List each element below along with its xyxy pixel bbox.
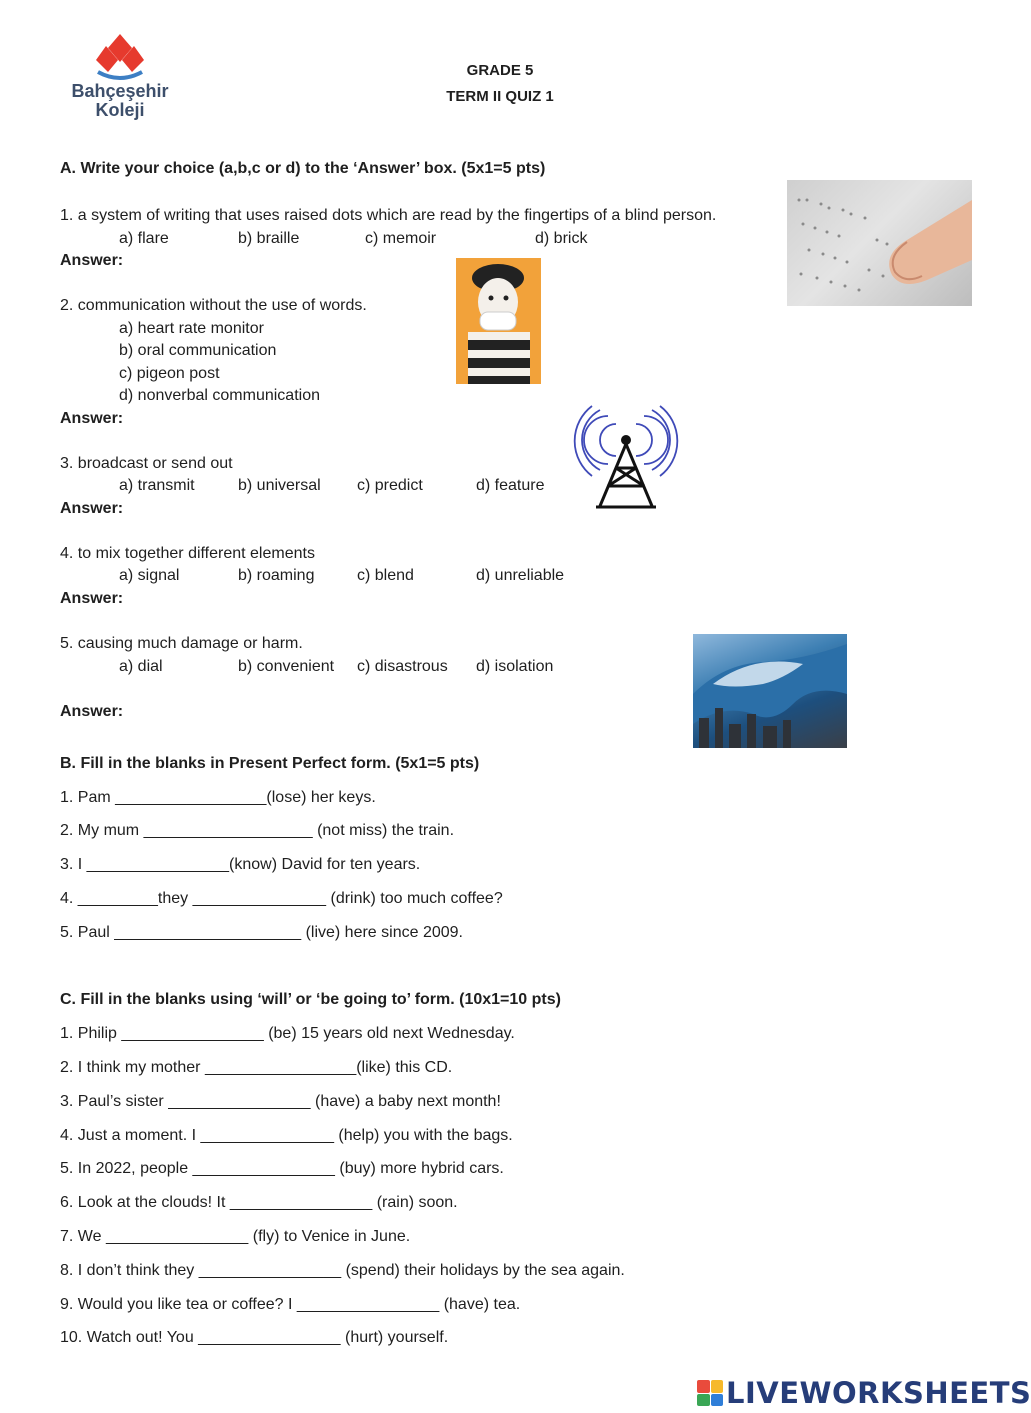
q3-option-b: b) universal [238, 477, 321, 494]
b-item-5: 5. Paul _____________________ (live) here since 2009. [60, 924, 463, 941]
c-item-9: 9. Would you like tea or coffee? I ________________ (have) tea. [60, 1296, 521, 1313]
b-item-4: 4. _________they _______________ (drink) too much coffee? [60, 890, 503, 907]
q2-option-c: c) pigeon post [119, 365, 220, 382]
logo-line-2: Koleji [95, 100, 145, 120]
q2-option-a: a) heart rate monitor [119, 320, 264, 337]
q1-option-a: a) flare [119, 230, 169, 247]
liveworksheets-watermark [697, 1376, 1031, 1410]
q4-option-d: d) unreliable [476, 567, 565, 584]
question-1-text: 1. a system of writing that uses raised dots which are read by the fingertips of a blind person. [60, 207, 717, 224]
c-item-1: 1. Philip ________________ (be) 15 years old next Wednesday. [60, 1025, 515, 1042]
q3-answer-label: Answer: [60, 500, 124, 517]
q3-option-d: d) feature [476, 477, 545, 494]
tsunami-image [693, 634, 847, 748]
c-item-4: 4. Just a moment. I _______________ (help) you with the bags. [60, 1127, 513, 1144]
grade-heading: GRADE 5 [466, 62, 534, 79]
liveworksheets-logo-icon [697, 1380, 723, 1406]
c-item-2: 2. I think my mother _________________(like) this CD. [60, 1059, 453, 1076]
q5-option-c: c) disastrous [357, 658, 448, 675]
c-item-10: 10. Watch out! You ________________ (hurt) yourself. [60, 1329, 449, 1346]
section-b-title: B. Fill in the blanks in Present Perfect form. (5x1=5 pts) [60, 755, 480, 772]
radio-tower-icon [580, 406, 672, 512]
q1-answer-label: Answer: [60, 252, 124, 269]
q5-option-b: b) convenient [238, 658, 335, 675]
q3-option-c: c) predict [357, 477, 423, 494]
q1-option-d: d) brick [535, 230, 588, 247]
q1-option-b: b) braille [238, 230, 300, 247]
q5-option-d: d) isolation [476, 658, 554, 675]
question-4-text: 4. to mix together different elements [60, 545, 315, 562]
logo-line-1: Bahçeşehir [71, 81, 169, 101]
question-2-text: 2. communication without the use of words. [60, 297, 367, 314]
b-item-3: 3. I ________________(know) David for ten years. [60, 856, 421, 873]
c-item-6: 6. Look at the clouds! It ________________ (rain) soon. [60, 1194, 458, 1211]
school-logo [60, 32, 180, 128]
q3-option-a: a) transmit [119, 477, 195, 494]
section-c-title: C. Fill in the blanks using ‘will’ or ‘be going to’ form. (10x1=10 pts) [60, 991, 561, 1008]
q4-answer-label: Answer: [60, 590, 124, 607]
c-item-8: 8. I don’t think they ________________ (spend) their holidays by the sea again. [60, 1262, 625, 1279]
q5-option-a: a) dial [119, 658, 163, 675]
question-5-text: 5. causing much damage or harm. [60, 635, 303, 652]
q4-option-c: c) blend [357, 567, 414, 584]
braille-image [787, 180, 972, 306]
q4-option-a: a) signal [119, 567, 180, 584]
c-item-7: 7. We ________________ (fly) to Venice in June. [60, 1228, 411, 1245]
b-item-2: 2. My mum ___________________ (not miss) the train. [60, 822, 455, 839]
q1-option-c: c) memoir [365, 230, 437, 247]
quiz-heading: TERM II QUIZ 1 [446, 88, 554, 105]
mime-image [456, 258, 541, 384]
c-item-3: 3. Paul’s sister ________________ (have) a baby next month! [60, 1093, 501, 1110]
b-item-1: 1. Pam _________________(lose) her keys. [60, 789, 376, 806]
q2-answer-label: Answer: [60, 410, 124, 427]
flame-logo-icon [60, 32, 180, 82]
c-item-5: 5. In 2022, people ________________ (buy) more hybrid cars. [60, 1160, 504, 1177]
question-3-text: 3. broadcast or send out [60, 455, 233, 472]
q2-option-b: b) oral communication [119, 342, 277, 359]
watermark-text: LIVEWORKSHEETS [726, 1376, 1031, 1410]
q2-option-d: d) nonverbal communication [119, 387, 320, 404]
q5-answer-label: Answer: [60, 703, 124, 720]
section-a-title: A. Write your choice (a,b,c or d) to the ‘Answer’ box. (5x1=5 pts) [60, 160, 546, 177]
q4-option-b: b) roaming [238, 567, 315, 584]
